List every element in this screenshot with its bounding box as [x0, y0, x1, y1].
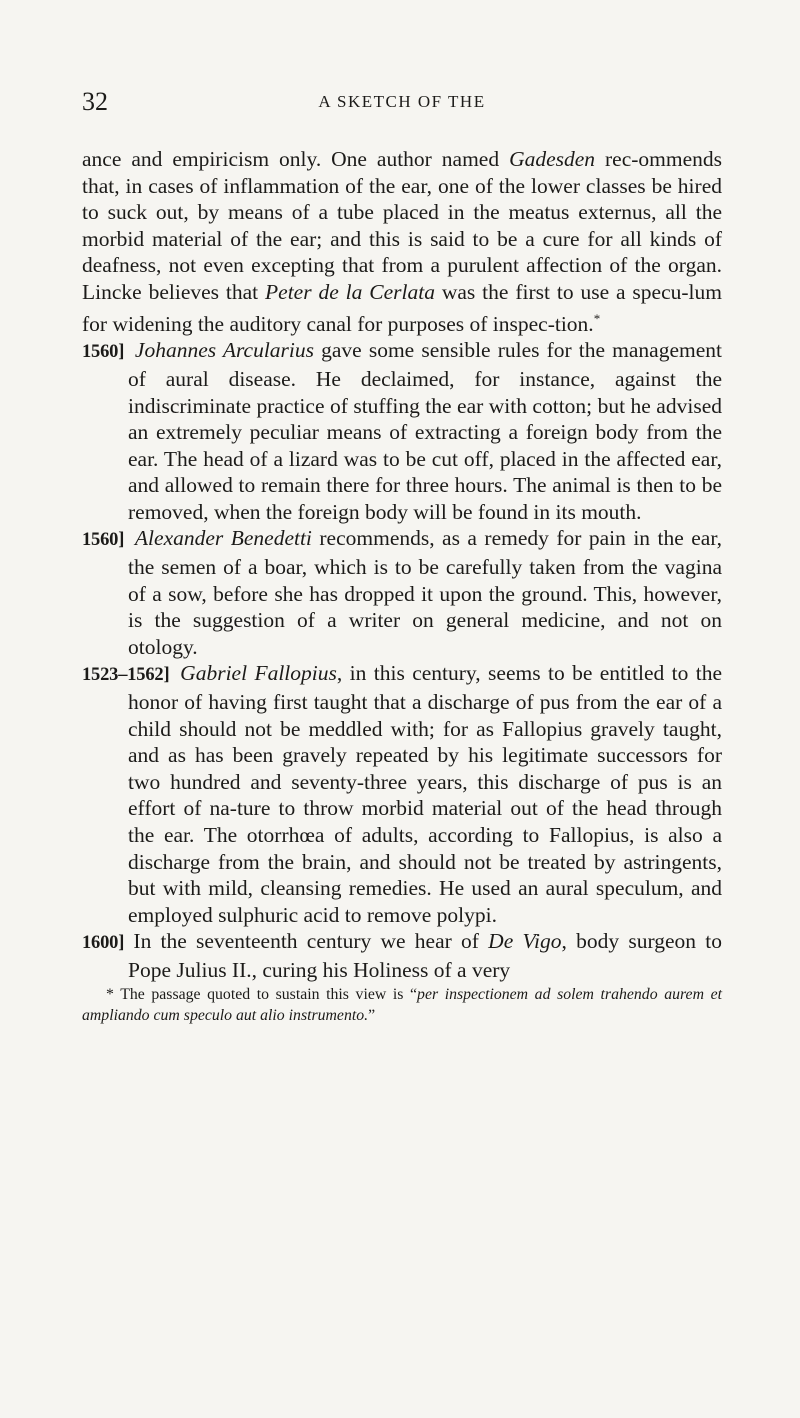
person-name: Peter de la Cerlata	[265, 279, 435, 304]
text-run: rec-ommends that, in cases of inflammation of the ear, one of the lower classes be hired to suck out, by means of a tube placed in the meatus externus, all the morbid material of the ear; and this is said to be a cure for all kinds of deafness, not even excepting that from a purulent affection of the organ. Lincke believes that	[82, 147, 723, 304]
person-name: Gabriel Fallopius	[180, 661, 337, 686]
footnote-text: * The passage quoted to sustain this view is “	[106, 985, 418, 1003]
entry-benedetti	[82, 525, 722, 660]
page-header	[82, 86, 722, 118]
footnote-text: ”	[368, 1006, 376, 1024]
person-name: Johannes Arcularius	[134, 338, 315, 363]
entry-text: , body surgeon to Pope Julius II., curing his Holiness of a very	[128, 929, 722, 982]
person-name: De Vigo	[488, 929, 562, 954]
entry-text: , in this century, seems to be entitled to the honor of having first taught that a discharge of pus from the ear of a child should not be meddled with; for as Fallopius gravely taught, and as has been gravely repeated by his legitimate successors for two hundred and seventy-three years, this discharge of pus is an effort of na-ture to throw morbid material out of the head through the ear. The otorrhœa of adults, according to Fallopius, is also a discharge from the brain, and should not be treated by astringents, but with mild, cleansing remedies. He used an aural speculum, and employed sulphuric acid to remove polypi.	[128, 661, 722, 927]
text-run: was the first to use a specu-lum for widening the auditory canal for purposes of inspec-tion.	[82, 279, 722, 336]
footnote-quote: per inspectionem ad solem trahendo aurem et ampliando cum speculo aut alio instrumento.	[82, 985, 722, 1024]
text-run: ance and empiricism only. One author named	[82, 147, 510, 171]
paragraph-intro	[82, 146, 722, 337]
entry-arcularius	[82, 337, 722, 525]
entry-fallopius	[82, 660, 722, 928]
running-head: A SKETCH OF THE	[318, 92, 486, 111]
page-body	[82, 146, 722, 1026]
entry-date: 1523–1562]	[82, 665, 170, 686]
entry-date: 1600]	[82, 933, 125, 954]
person-name: Gadesden	[509, 147, 596, 171]
footnote-marker: *	[593, 310, 601, 326]
entry-date: 1560]	[82, 342, 125, 363]
entry-text: recommends, as a remedy for pain in the ear, the semen of a boar, which is to be carefully taken from the vagina of a sow, before she has dropped it upon the ground. This, however, is the suggestion of a writer on general medicine, and not on otology.	[128, 526, 722, 659]
page-number: 32	[82, 87, 108, 116]
entry-text: In the seventeenth century we hear of	[124, 929, 489, 954]
footnote	[82, 984, 722, 1026]
entry-text: gave some sensible rules for the management of aural disease. He declaimed, for instance, against the indiscriminate practice of stuffing the ear with cotton; but he advised an extremely peculiar means of extracting a foreign body from the ear. The head of a lizard was to be cut off, placed in the affected ear, and allowed to remain there for three hours. The animal is then to be removed, when the foreign body will be found in its mouth.	[128, 338, 722, 524]
entry-de-vigo	[82, 928, 722, 983]
entry-date: 1560]	[82, 530, 125, 551]
person-name: Alexander Benedetti	[134, 526, 312, 551]
